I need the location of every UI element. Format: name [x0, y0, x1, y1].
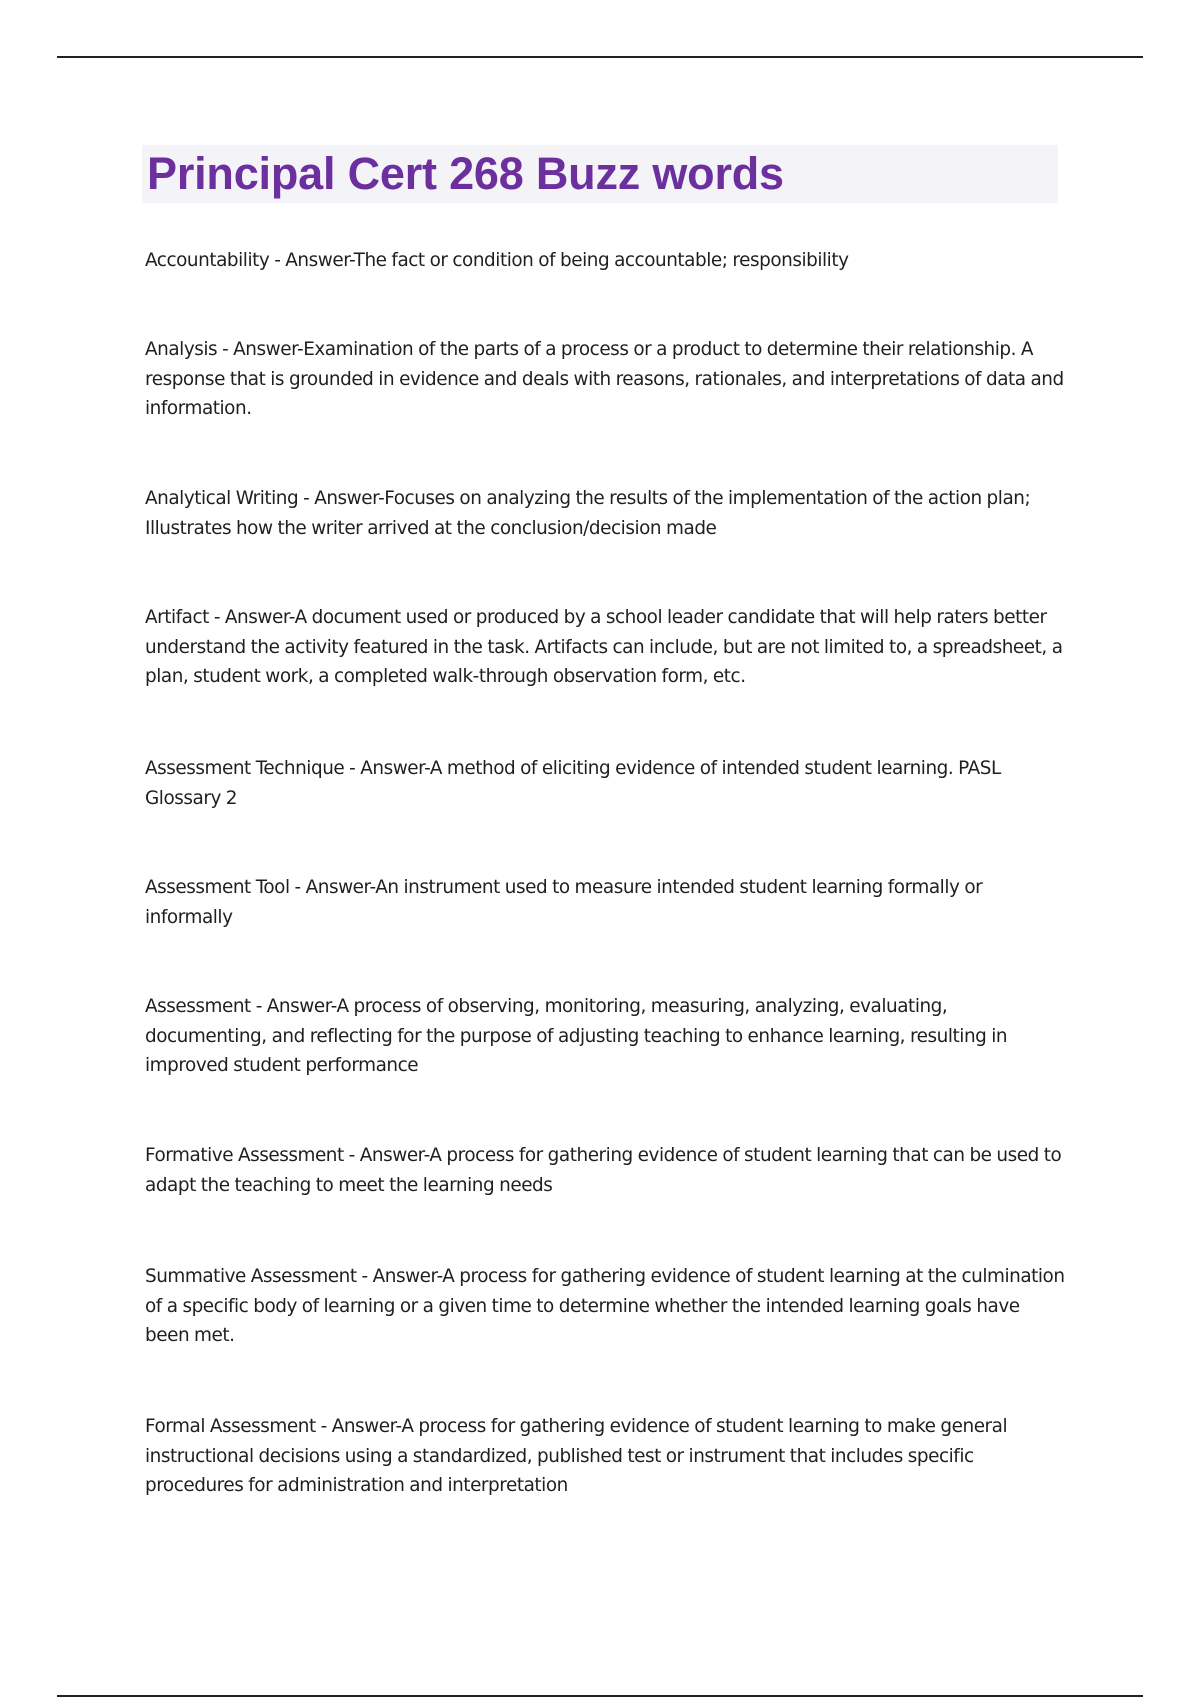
entry-term: Assessment	[145, 996, 251, 1017]
entry-separator: - Answer-	[298, 488, 385, 509]
entry-term: Formal Assessment	[145, 1416, 316, 1437]
entry-term: Analysis	[145, 339, 218, 360]
entry-separator: - Answer-	[269, 250, 354, 271]
entry-term: Accountability	[145, 250, 270, 271]
entry-definition: An instrument used to measure intended student learning formally or informally	[145, 877, 983, 928]
entry-separator: - Answer-	[356, 1266, 443, 1287]
glossary-entry	[145, 335, 1065, 424]
entry-definition: Examination of the parts of a process or a product to determine their relationship. A response that is grounded in evidence and deals with reasons, rationales, and interpretations of data and information.	[145, 339, 1064, 419]
entry-separator: - Answer-	[289, 877, 376, 898]
entry-definition: A method of eliciting evidence of intended student learning. PASL Glossary 2	[145, 758, 1001, 809]
header-rule	[57, 56, 1143, 58]
entry-definition: A process for gathering evidence of student learning at the culmination of a specific body of learning or a given time to determine whether the intended learning goals have been met.	[145, 1266, 1065, 1346]
glossary-entry	[145, 754, 1065, 813]
glossary-entry	[145, 603, 1065, 692]
footer-rule	[57, 1695, 1143, 1697]
entry-definition: The fact or condition of being accountable; responsibility	[353, 250, 849, 271]
page-title: Principal Cert 268 Buzz words	[147, 148, 784, 199]
glossary-entry	[145, 1262, 1065, 1351]
entry-definition: A process for gathering evidence of student learning to make general instructional decisions using a standardized, published test or instrument that includes specific procedures for administration and interpretation	[145, 1416, 1008, 1496]
entry-separator: - Answer-	[343, 1145, 430, 1166]
entry-term: Artifact	[145, 607, 209, 628]
entry-term: Analytical Writing	[145, 488, 299, 509]
entry-definition: Focuses on analyzing the results of the implementation of the action plan; Illustrates how the writer arrived at the conclusion/decision made	[145, 488, 1031, 539]
entry-definition: A process of observing, monitoring, measuring, analyzing, evaluating, documenting, and reflecting for the purpose of adjusting teaching to enhance learning, resulting in improved student performance	[145, 996, 1008, 1076]
entry-definition: A document used or produced by a school leader candidate that will help raters better understand the activity featured in the task. Artifacts can include, but are not limited to, a spreadsheet, a plan, student work, a completed walk-through observation form, etc.	[145, 607, 1063, 687]
glossary-entry	[145, 992, 1065, 1081]
entry-term: Assessment Technique	[145, 758, 345, 779]
glossary-entry	[145, 1412, 1065, 1501]
glossary-entry	[145, 873, 1065, 932]
entry-separator: - Answer-	[344, 758, 430, 779]
entry-separator: - Answer-	[315, 1416, 402, 1437]
entry-separator: - Answer-	[208, 607, 295, 628]
entry-separator: - Answer-	[217, 339, 304, 360]
glossary-entry	[145, 484, 1065, 543]
entry-term: Formative Assessment	[145, 1145, 344, 1166]
glossary-entry	[145, 246, 1065, 276]
entry-term: Assessment Tool	[145, 877, 290, 898]
entry-separator: - Answer-	[250, 996, 337, 1017]
entry-definition: A process for gathering evidence of student learning that can be used to adapt the teaching to meet the learning needs	[145, 1145, 1062, 1196]
glossary-entry	[145, 1141, 1065, 1200]
entry-term: Summative Assessment	[145, 1266, 357, 1287]
